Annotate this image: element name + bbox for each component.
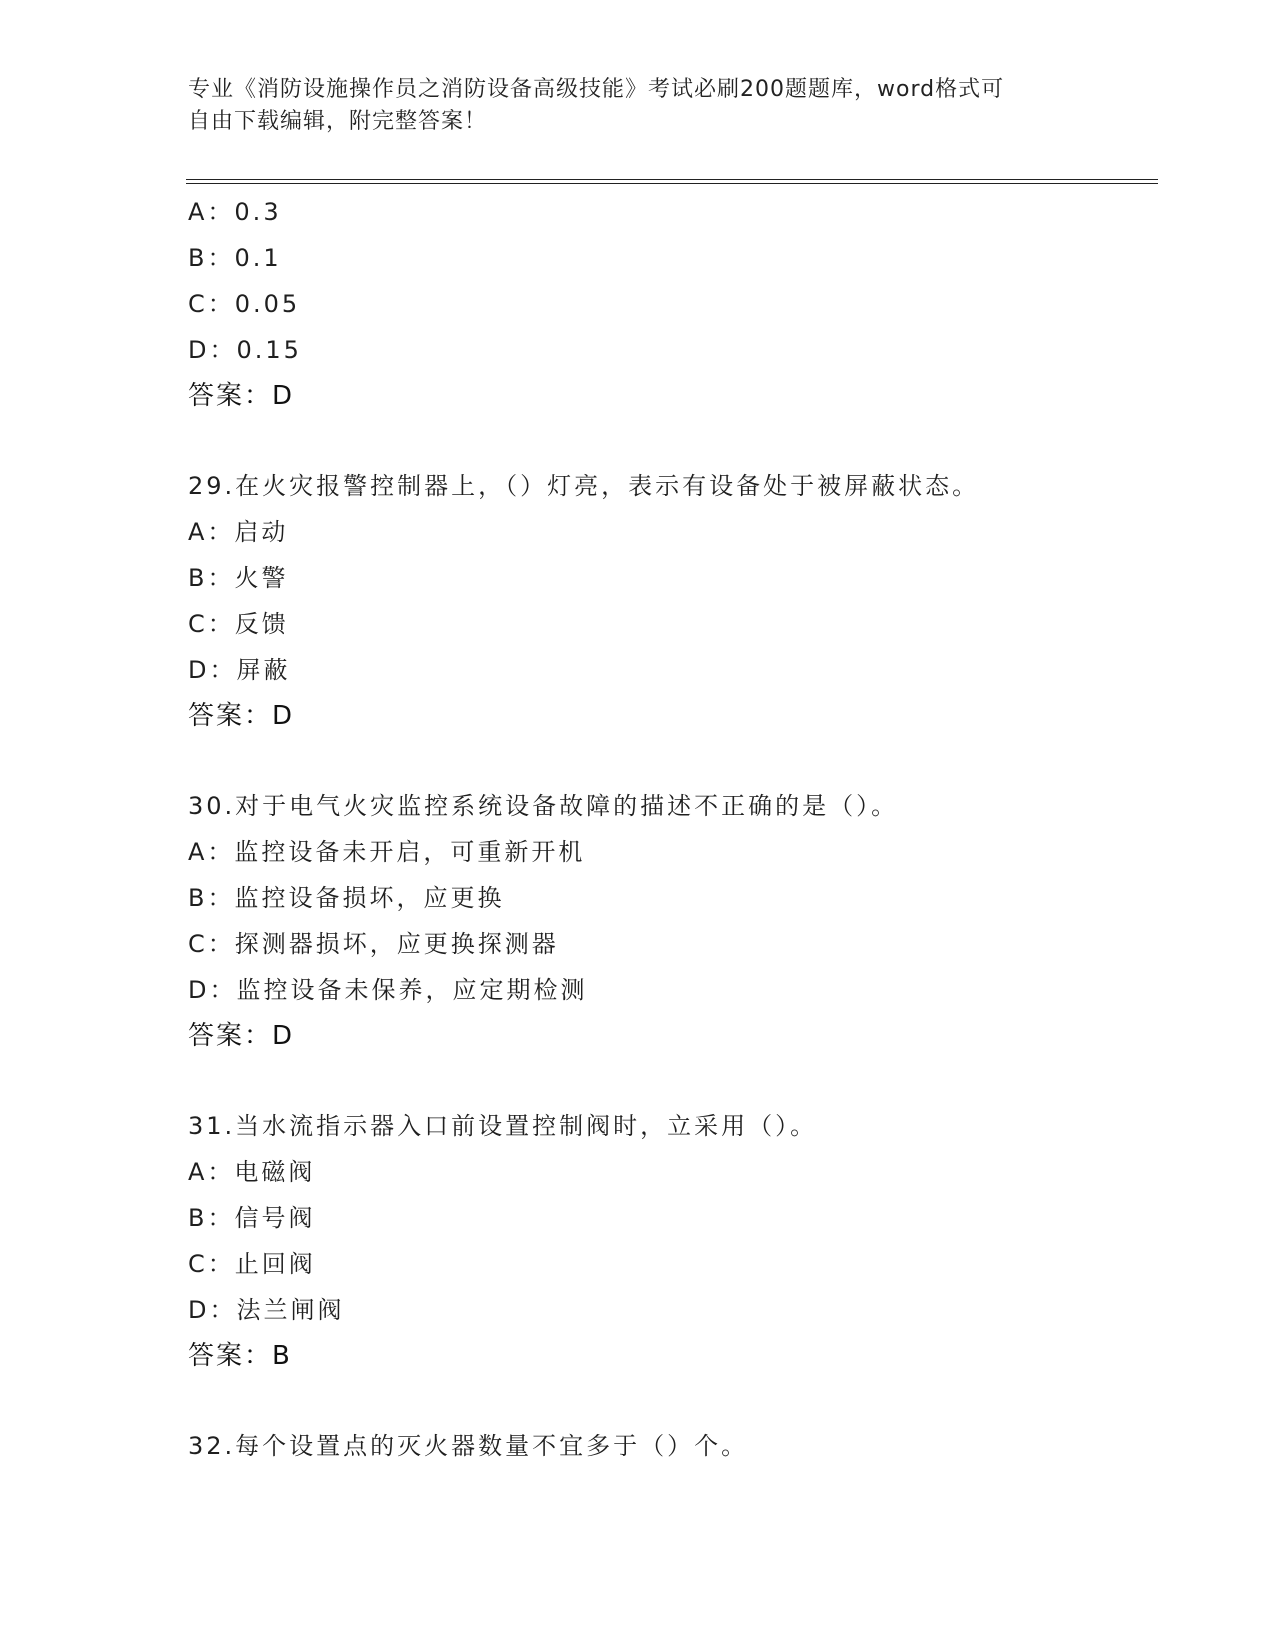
question-stem: 31.当水流指示器入口前设置控制阀时，立采用（）。 — [188, 1112, 818, 1140]
question-stem: 29.在火灾报警控制器上，（）灯亮，表示有设备处于被屏蔽状态。 — [188, 472, 980, 500]
question-stem: 32.每个设置点的灭火器数量不宜多于（）个。 — [188, 1432, 749, 1460]
spacer — [188, 419, 1148, 463]
option-d: D：屏蔽 — [188, 656, 291, 684]
option-d: D：监控设备未保养，应定期检测 — [188, 976, 588, 1004]
answer-line: 答案：D — [188, 1021, 295, 1051]
question-32 — [188, 1423, 1148, 1469]
option-a: A：启动 — [188, 518, 289, 546]
question-content — [188, 189, 1148, 1469]
option-c: C：止回阀 — [188, 1250, 316, 1278]
option-a: A：监控设备未开启，可重新开机 — [188, 838, 586, 866]
spacer — [188, 1379, 1148, 1423]
option-a: A：0.3 — [188, 198, 282, 226]
question-stem: 30.对于电气火灾监控系统设备故障的描述不正确的是（）。 — [188, 792, 899, 820]
option-c: C：反馈 — [188, 610, 289, 638]
answer-line: 答案：D — [188, 381, 295, 411]
answer-line: 答案：B — [188, 1341, 292, 1371]
document-header — [188, 74, 1068, 138]
question-30 — [188, 783, 1148, 1059]
option-a: A：电磁阀 — [188, 1158, 316, 1186]
question-29 — [188, 463, 1148, 739]
spacer — [188, 739, 1148, 783]
option-d: D：法兰闸阀 — [188, 1296, 345, 1324]
question-31 — [188, 1103, 1148, 1379]
option-b: B：信号阀 — [188, 1204, 316, 1232]
answer-line: 答案：D — [188, 701, 295, 731]
question-fragment-28 — [188, 189, 1148, 419]
spacer — [188, 1059, 1148, 1103]
option-b: B：0.1 — [188, 244, 282, 272]
header-divider-top — [186, 179, 1158, 180]
option-d: D：0.15 — [188, 336, 302, 364]
header-line-2: 自由下载编辑，附完整答案！ — [188, 109, 488, 134]
option-b: B：火警 — [188, 564, 289, 592]
header-line-1: 专业《消防设施操作员之消防设备高级技能》考试必刷200题题库，word格式可 — [188, 77, 1005, 102]
option-c: C：探测器损坏，应更换探测器 — [188, 930, 559, 958]
option-b: B：监控设备损坏，应更换 — [188, 884, 505, 912]
option-c: C：0.05 — [188, 290, 301, 318]
header-divider-bottom — [186, 183, 1158, 184]
